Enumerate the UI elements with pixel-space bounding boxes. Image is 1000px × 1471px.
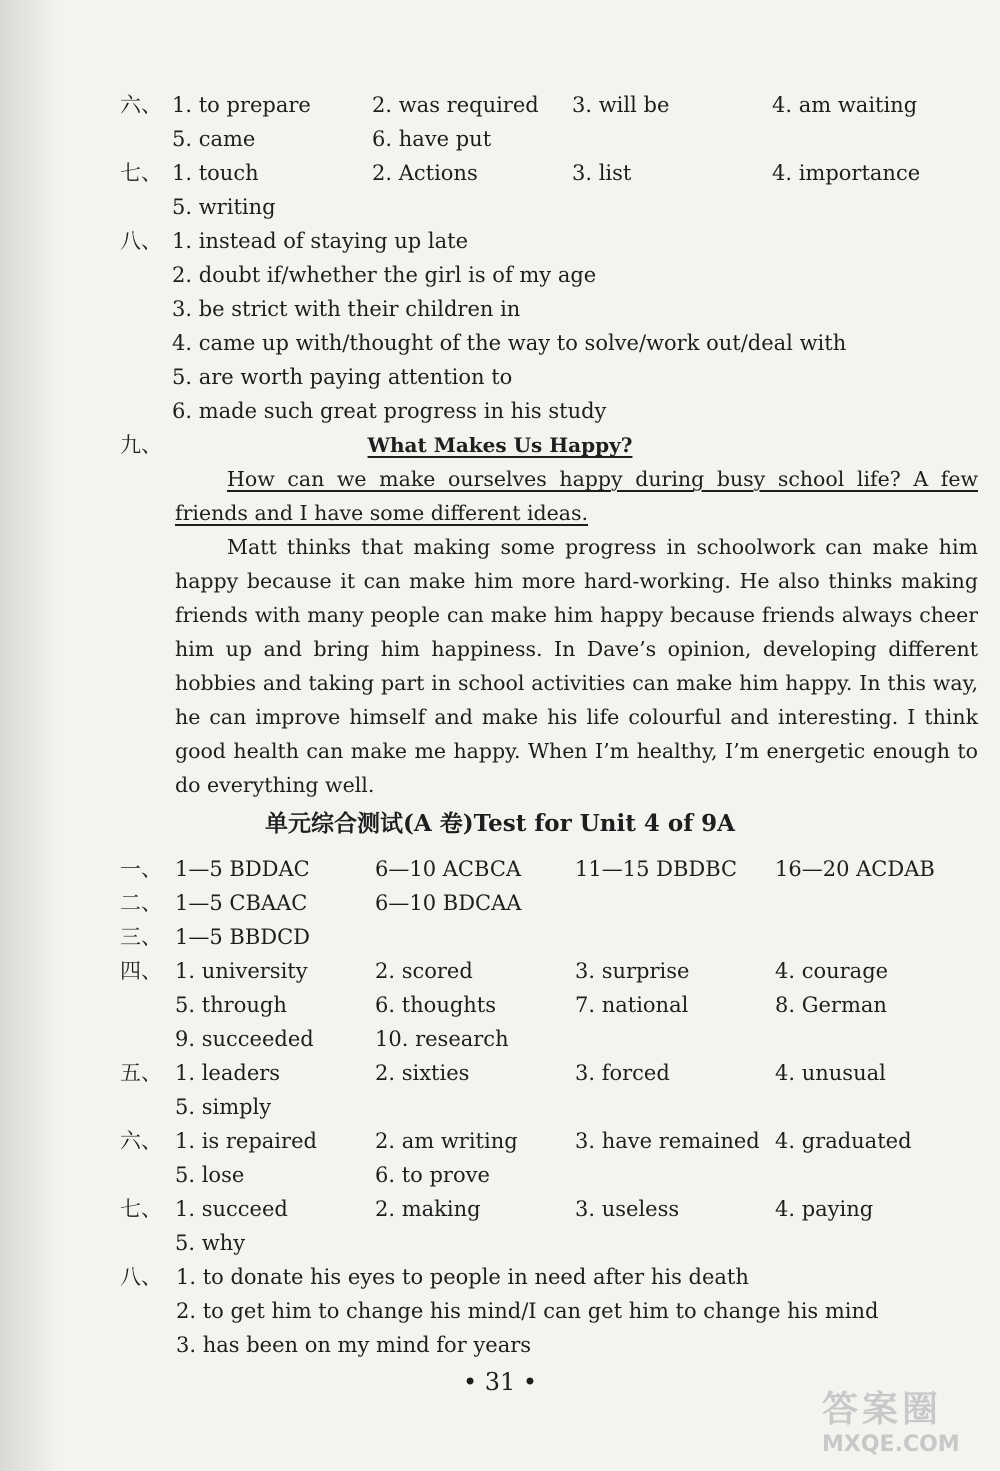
answer-item: 2. sixties: [375, 1061, 470, 1085]
answer-item: 8. German: [775, 993, 887, 1017]
test-section-6-row-2: [0, 1158, 1000, 1192]
section-number: 九、: [120, 433, 162, 457]
answer-item: 5. simply: [175, 1095, 272, 1119]
essay-paragraph-2-text: Matt thinks that making some progress in schoolwork can make him happy because it can make him more hard-working. He also thinks making friends with many people can make him happy because friends always cheer him up and bring him happiness. In Dave’s opinion, developing different hobbies and taking part in school activities can make him happy. In this way, he can improve himself and make his life colourful and interesting. I think good health can make me happy. When I’m healthy, I’m energetic enough to do everything well.: [175, 535, 978, 797]
essay-title: [0, 428, 1000, 462]
section-number: 七、: [120, 1197, 162, 1221]
section-number: 三、: [120, 925, 162, 949]
answer-item: 4. courage: [775, 959, 889, 983]
answer-item: 1. succeed: [175, 1197, 288, 1221]
answer-item: 1. university: [175, 959, 308, 983]
test-section-7-row-1: [0, 1192, 1000, 1226]
answer-item: 3. useless: [575, 1197, 680, 1221]
answer-item: 16—20 ACDAB: [775, 857, 935, 881]
answer-item: 3. list: [572, 161, 632, 185]
essay-paragraph-1: [175, 462, 978, 530]
section-6-row-1: [0, 88, 1000, 122]
answer-item: 1—5 CBAAC: [175, 891, 308, 915]
section-number: 七、: [120, 161, 162, 185]
test-section-4-row-1: [0, 954, 1000, 988]
answer-item: 1—5 BDDAC: [175, 857, 310, 881]
answer-item: 1. is repaired: [175, 1129, 317, 1153]
test-section-6-row-1: [0, 1124, 1000, 1158]
answer-item: 1. leaders: [175, 1061, 281, 1085]
answer-item: 6. thoughts: [375, 993, 497, 1017]
answer-item: 11—15 DBDBC: [575, 857, 738, 881]
watermark-url: MXQE.COM: [822, 1432, 960, 1457]
test-section-1: [0, 852, 1000, 886]
test-section-5-row-1: [0, 1056, 1000, 1090]
answer-line: 2. to get him to change his mind/I can get him to change his mind: [176, 1299, 879, 1323]
answer-item: 2. making: [375, 1197, 481, 1221]
answer-item: 4. importance: [772, 161, 921, 185]
answer-item: 4. graduated: [775, 1129, 912, 1153]
answer-item: 1. touch: [172, 161, 259, 185]
answer-line: 6. made such great progress in his study: [172, 399, 607, 423]
essay-paragraph-1-text: How can we make ourselves happy during busy school life? A few friends and I have some different ideas.: [175, 467, 978, 525]
answer-item: 5. why: [175, 1231, 246, 1255]
section-number: 六、: [120, 93, 162, 117]
section-number: 一、: [120, 857, 162, 881]
section-number: 六、: [120, 1129, 162, 1153]
answer-item: 6—10 ACBCA: [375, 857, 522, 881]
answer-item: 3. forced: [575, 1061, 670, 1085]
test-section-2: [0, 886, 1000, 920]
answer-item: 2. scored: [375, 959, 473, 983]
section-7-row-1: [0, 156, 1000, 190]
answer-line: 1. instead of staying up late: [172, 229, 469, 253]
answer-item: 1. to prepare: [172, 93, 311, 117]
answer-item: 5. came: [172, 127, 256, 151]
page-number: • 31 •: [462, 1368, 538, 1396]
watermark-logo: [822, 1388, 990, 1466]
answer-item: 5. lose: [175, 1163, 245, 1187]
test-section-5-row-2: [0, 1090, 1000, 1124]
answer-item: 5. writing: [172, 195, 276, 219]
answer-line: 4. came up with/thought of the way to solve/work out/deal with: [172, 331, 847, 355]
section-number: 八、: [120, 1265, 162, 1289]
answer-item: 9. succeeded: [175, 1027, 314, 1051]
section-7-row-2: [0, 190, 1000, 224]
answer-item: 5. through: [175, 993, 287, 1017]
answer-item: 6. have put: [372, 127, 492, 151]
test-section-4-row-2: [0, 988, 1000, 1022]
answer-line: 1. to donate his eyes to people in need after his death: [176, 1265, 749, 1289]
answer-item: 2. am writing: [375, 1129, 518, 1153]
answer-item: 4. unusual: [775, 1061, 886, 1085]
test-section-7-row-2: [0, 1226, 1000, 1260]
test-section-3: [0, 920, 1000, 954]
watermark-text: 答案圈: [822, 1389, 943, 1430]
answer-line: 2. doubt if/whether the girl is of my age: [172, 263, 597, 287]
essay-paragraph-2: [175, 530, 978, 802]
answer-item: 6. to prove: [375, 1163, 490, 1187]
answer-item: 4. paying: [775, 1197, 874, 1221]
section-6-row-2: [0, 122, 1000, 156]
section-number: 八、: [120, 229, 162, 253]
answer-item: 3. have remained: [575, 1129, 760, 1153]
answer-line: 5. are worth paying attention to: [172, 365, 513, 389]
answer-item: 2. was required: [372, 93, 539, 117]
answer-item: 7. national: [575, 993, 689, 1017]
essay-title-text: What Makes Us Happy?: [367, 433, 633, 457]
section-number: 五、: [120, 1061, 162, 1085]
answer-item: 3. surprise: [575, 959, 690, 983]
section-8-label-row: [0, 224, 1000, 258]
section-number: 四、: [120, 959, 162, 983]
answer-item: 4. am waiting: [772, 93, 918, 117]
section-number: 二、: [120, 891, 162, 915]
unit-test-title: 单元综合测试(A 卷)Test for Unit 4 of 9A: [265, 810, 735, 837]
test-section-4-row-3: [0, 1022, 1000, 1056]
answer-item: 1—5 BBDCD: [175, 925, 311, 949]
answer-line: 3. be strict with their children in: [172, 297, 521, 321]
answer-item: 3. will be: [572, 93, 670, 117]
answer-item: 6—10 BDCAA: [375, 891, 522, 915]
answer-item: 10. research: [375, 1027, 509, 1051]
answer-item: 2. Actions: [372, 161, 478, 185]
answer-line: 3. has been on my mind for years: [176, 1333, 532, 1357]
